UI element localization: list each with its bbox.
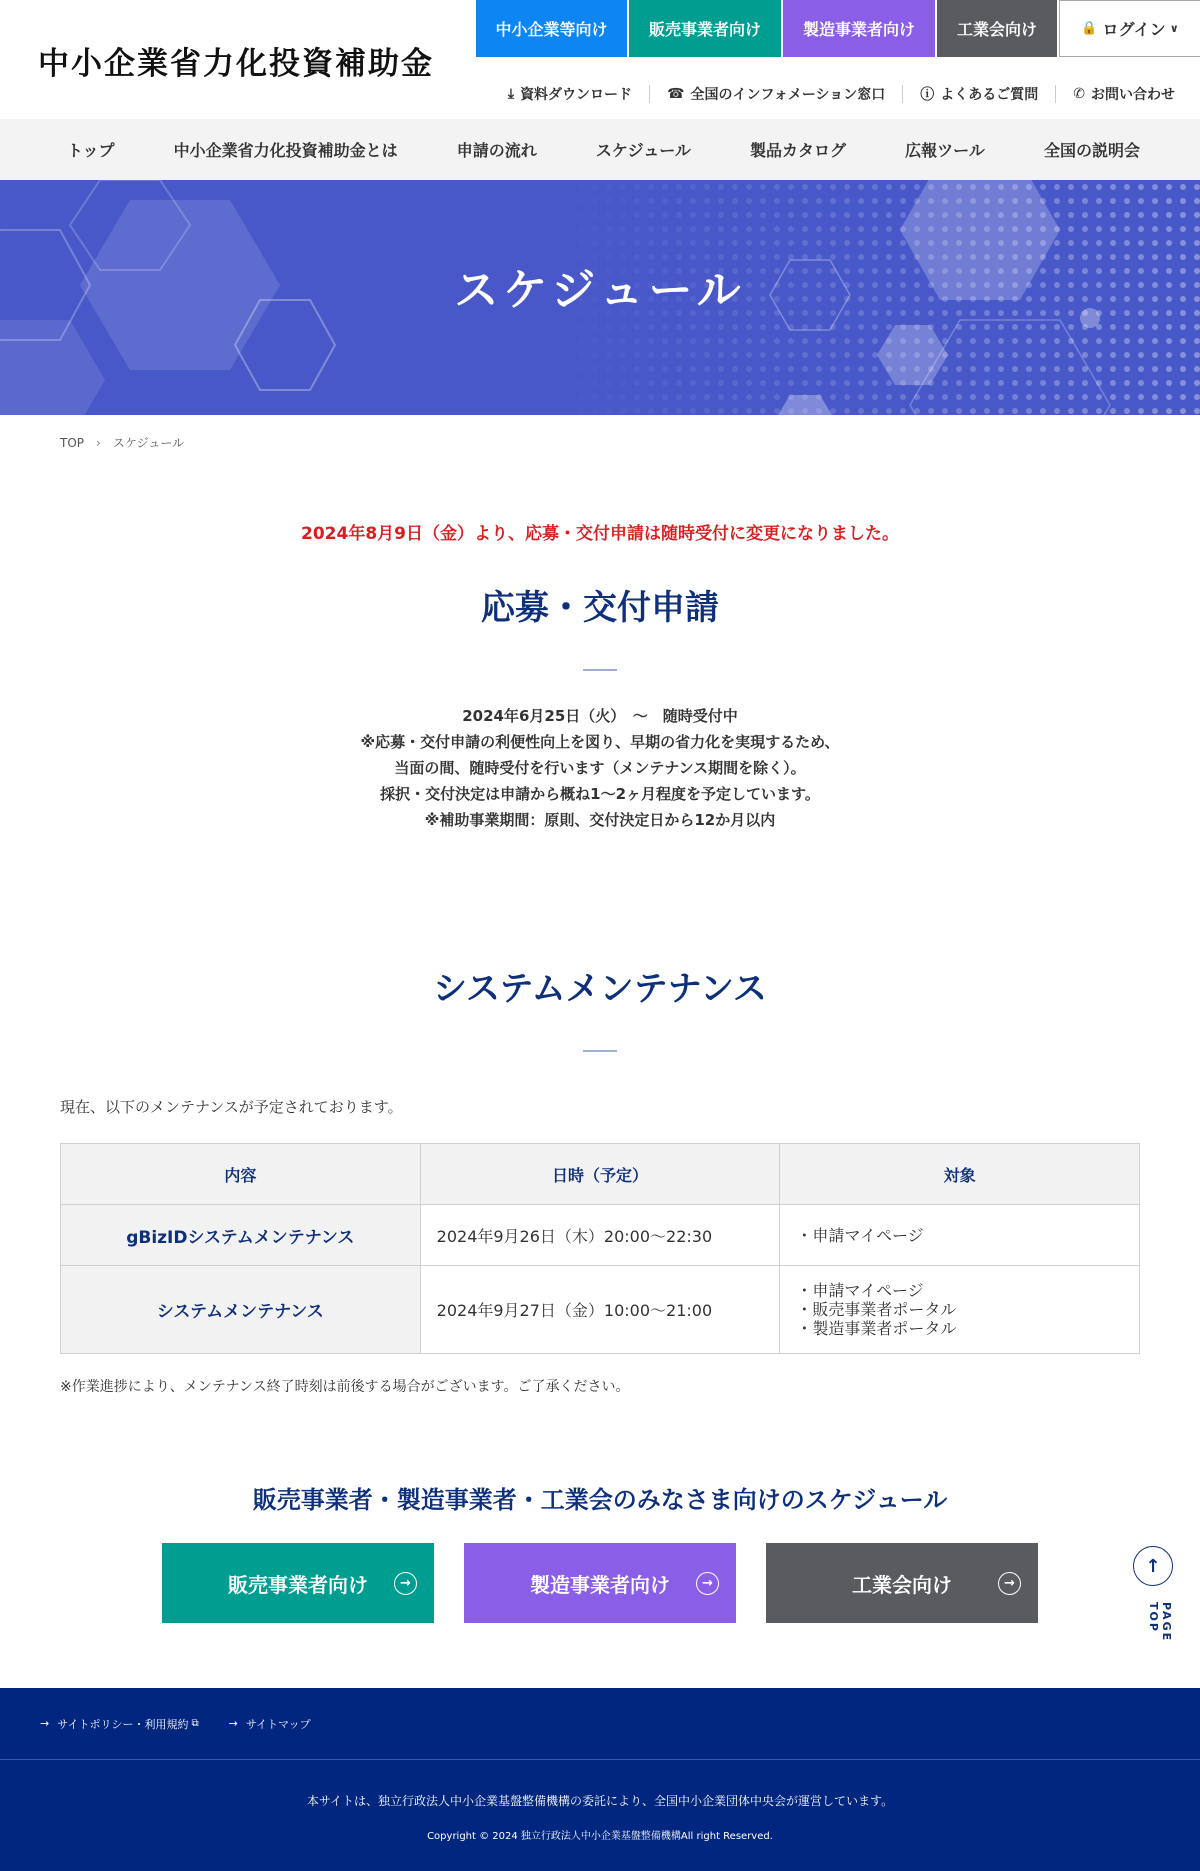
phone-desk-icon: ☎ — [667, 86, 685, 102]
stakeholder-buttons — [0, 1543, 1200, 1623]
download-label: 資料ダウンロード — [520, 87, 633, 103]
maintenance-date: 2024年9月26日（木）20:00〜22:30 — [420, 1205, 780, 1266]
sales-vendor-button[interactable]: 販売事業者向け — [629, 0, 783, 57]
apply-body — [0, 703, 1200, 833]
arrow-right-icon: → — [228, 1717, 238, 1730]
download-icon: ⤓ — [507, 86, 515, 102]
contact-link[interactable] — [1056, 85, 1175, 103]
target-item: ・申請マイページ — [796, 1225, 924, 1245]
nav-item-seminars[interactable]: 全国の説明会 — [1043, 141, 1140, 160]
table-header-row — [61, 1144, 1140, 1205]
page-top-label: PAGE TOP — [1147, 1602, 1173, 1643]
manufacturer-button[interactable]: 製造事業者向け — [783, 0, 937, 57]
chevron-down-icon: ∨ — [1169, 22, 1179, 35]
column-header-content: 内容 — [61, 1144, 421, 1205]
sme-button[interactable]: 中小企業等向け — [476, 0, 629, 57]
sales-vendor-schedule-label: 販売事業者向け — [228, 1572, 368, 1597]
target-item: ・販売事業者ポータル — [796, 1300, 957, 1319]
info-desk-link[interactable] — [650, 85, 903, 103]
title-divider — [583, 669, 617, 671]
table-row — [61, 1266, 1140, 1354]
site-policy-label: サイトポリシー・利用規約 — [57, 1717, 189, 1731]
nav-item-pr-tools[interactable]: 広報ツール — [905, 141, 985, 160]
question-icon: ⓘ — [920, 87, 935, 103]
nav-item-catalog[interactable]: 製品カタログ — [750, 141, 847, 160]
audience-buttons — [476, 0, 1200, 57]
maintenance-date: 2024年9月27日（金）10:00〜21:00 — [420, 1266, 780, 1354]
page-hero — [0, 180, 1200, 415]
copyright: Copyright © 2024 独立行政法人中小企業基盤整備機構All right Reserved. — [427, 1831, 773, 1842]
page-top-button[interactable] — [1133, 1546, 1173, 1643]
sitemap-link[interactable] — [229, 1716, 311, 1732]
manufacturer-schedule-label: 製造事業者向け — [530, 1572, 670, 1597]
nav-item-top[interactable]: トップ — [67, 141, 115, 160]
login-label: ログイン — [1102, 20, 1166, 39]
breadcrumb — [0, 415, 1200, 449]
utility-links — [491, 85, 1175, 103]
industry-association-schedule-button[interactable] — [766, 1543, 1038, 1623]
apply-line: 2024年6月25日（火） 〜 随時受付中 — [462, 707, 738, 725]
maintenance-name: システムメンテナンス — [61, 1266, 421, 1354]
nav-item-flow[interactable]: 申請の流れ — [456, 141, 537, 160]
arrow-right-icon: → — [40, 1717, 50, 1730]
sales-vendor-schedule-button[interactable] — [162, 1543, 434, 1623]
apply-line: ※応募・交付申請の利便性向上を図り、早期の省力化を実現するため、 — [360, 733, 840, 751]
chevron-right-icon: › — [96, 435, 101, 450]
apply-line: 当面の間、随時受付を行います（メンテナンス期間を除く）。 — [394, 759, 806, 777]
lock-icon: 🔒 — [1081, 21, 1098, 36]
arrow-right-icon: → — [998, 1572, 1021, 1595]
industry-association-button[interactable]: 工業会向け — [937, 0, 1059, 57]
apply-line: ※補助事業期間：原則、交付決定日から12か月以内 — [424, 811, 776, 829]
site-title[interactable]: 中小企業省力化投資補助金 — [38, 46, 434, 82]
nav-item-schedule[interactable]: スケジュール — [595, 141, 691, 160]
apply-line: 採択・交付決定は申請から概ね1〜2ヶ月程度を予定しています。 — [380, 785, 820, 803]
maintenance-target — [780, 1205, 1140, 1266]
breadcrumb-current: スケジュール — [112, 436, 185, 450]
maintenance-section-title: システムメンテナンス — [433, 969, 767, 1009]
notice-text: 2024年8月9日（金）より、応募・交付申請は随時受付に変更になりました。 — [301, 524, 899, 544]
manufacturer-schedule-button[interactable] — [464, 1543, 736, 1623]
operator-text: 本サイトは、独立行政法人中小企業基盤整備機構の委託により、全国中小企業団体中央会が運営しています。 — [306, 1794, 894, 1808]
site-footer — [0, 1688, 1200, 1871]
faq-label: よくあるご質問 — [940, 87, 1039, 103]
page-title: スケジュール — [454, 265, 746, 316]
download-link[interactable] — [491, 85, 650, 103]
column-header-target: 対象 — [780, 1144, 1140, 1205]
footer-links — [0, 1688, 1200, 1760]
column-header-datetime: 日時（予定） — [420, 1144, 780, 1205]
arrow-up-icon: ↑ — [1133, 1546, 1173, 1586]
maintenance-note: ※作業進捗により、メンテナンス終了時刻は前後する場合がございます。ご了承ください。 — [60, 1379, 630, 1395]
global-nav — [0, 119, 1200, 180]
industry-association-schedule-label: 工業会向け — [852, 1572, 952, 1597]
target-item: ・製造事業者ポータル — [796, 1319, 957, 1338]
table-row — [61, 1205, 1140, 1266]
maintenance-name: gBizIDシステムメンテナンス — [61, 1205, 421, 1266]
maintenance-intro: 現在、以下のメンテナンスが予定されております。 — [60, 1098, 403, 1116]
breadcrumb-top[interactable]: TOP — [60, 435, 85, 450]
faq-link[interactable] — [903, 85, 1056, 103]
maintenance-target — [780, 1266, 1140, 1354]
site-policy-link[interactable] — [40, 1716, 199, 1732]
login-button[interactable] — [1059, 0, 1200, 57]
site-header — [0, 0, 1200, 119]
phone-icon: ✆ — [1073, 86, 1085, 102]
external-window-icon: ⧉ — [191, 1718, 199, 1729]
target-item: ・申請マイページ — [796, 1281, 924, 1300]
sitemap-label: サイトマップ — [245, 1717, 311, 1731]
arrow-right-icon: → — [696, 1572, 719, 1595]
arrow-right-icon: → — [394, 1572, 417, 1595]
info-desk-label: 全国のインフォメーション窓口 — [690, 87, 886, 103]
stakeholder-schedule-title: 販売事業者・製造事業者・工業会のみなさま向けのスケジュール — [252, 1486, 948, 1514]
apply-section-title: 応募・交付申請 — [481, 588, 719, 628]
nav-item-about[interactable]: 中小企業省力化投資補助金とは — [173, 141, 398, 160]
title-divider — [583, 1050, 617, 1052]
maintenance-table — [60, 1143, 1140, 1354]
contact-label: お問い合わせ — [1091, 87, 1175, 103]
